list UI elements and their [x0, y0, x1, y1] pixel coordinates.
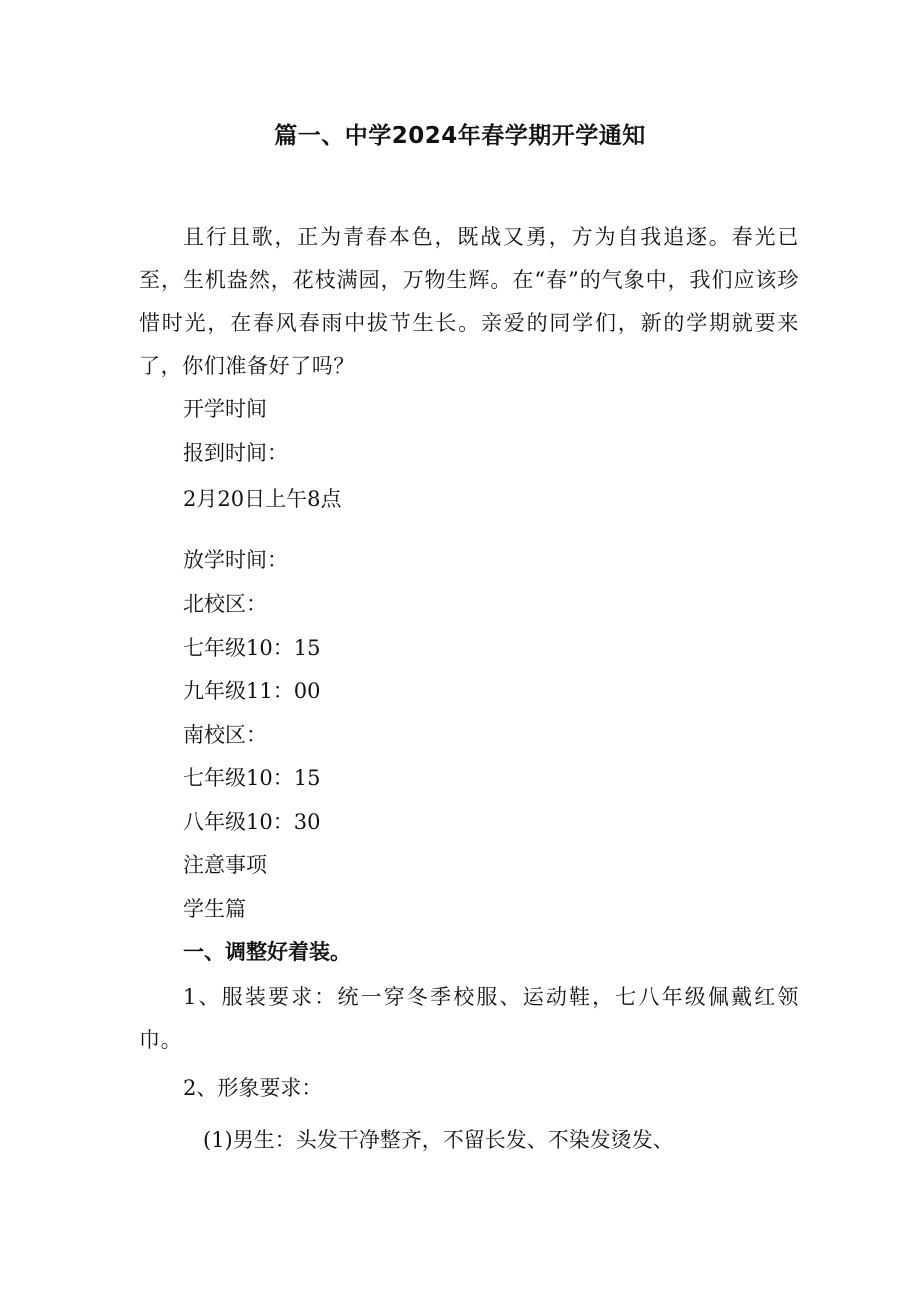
report-time-value: 2月20日上午8点: [183, 487, 342, 511]
item-2-appearance: 2、形象要求：: [183, 1076, 323, 1100]
north-grade7-time: 七年级10：15: [183, 636, 321, 660]
south-grade8-time: 八年级10：30: [183, 810, 321, 834]
document-title: 篇一、中学2024年春学期开学通知: [274, 123, 646, 149]
north-campus-label: 北校区：: [183, 592, 267, 616]
south-campus-label: 南校区：: [183, 723, 267, 747]
report-time-label: 报到时间：: [183, 441, 288, 465]
south-grade7-time: 七年级10：15: [183, 766, 321, 790]
north-grade9-time: 九年级11：00: [183, 679, 321, 703]
item-2-sub-1-boys: (1)男生：头发干净整齐，不留长发、不染发烫发、: [203, 1128, 674, 1152]
open-time-heading: 开学时间: [183, 397, 267, 421]
item-1-clothing: 1、服装要求：统一穿冬季校服、运动鞋，七八年级佩戴红领巾。: [139, 985, 799, 1052]
students-heading: 学生篇: [183, 897, 246, 921]
section-1-heading: 一、调整好着装。: [183, 940, 351, 964]
intro-paragraph: 且行且歌，正为青春本色，既战又勇，方为自我追逐。春光已至，生机盎然，花枝满园，万物生辉。在“春”的气象中，我们应该珍惜时光，在春风春雨中拔节生长。亲爱的同学们，新的学期就要来了，你们准备好了吗？: [139, 225, 799, 378]
notes-heading: 注意事项: [183, 853, 267, 877]
dismiss-time-label: 放学时间：: [183, 548, 288, 572]
